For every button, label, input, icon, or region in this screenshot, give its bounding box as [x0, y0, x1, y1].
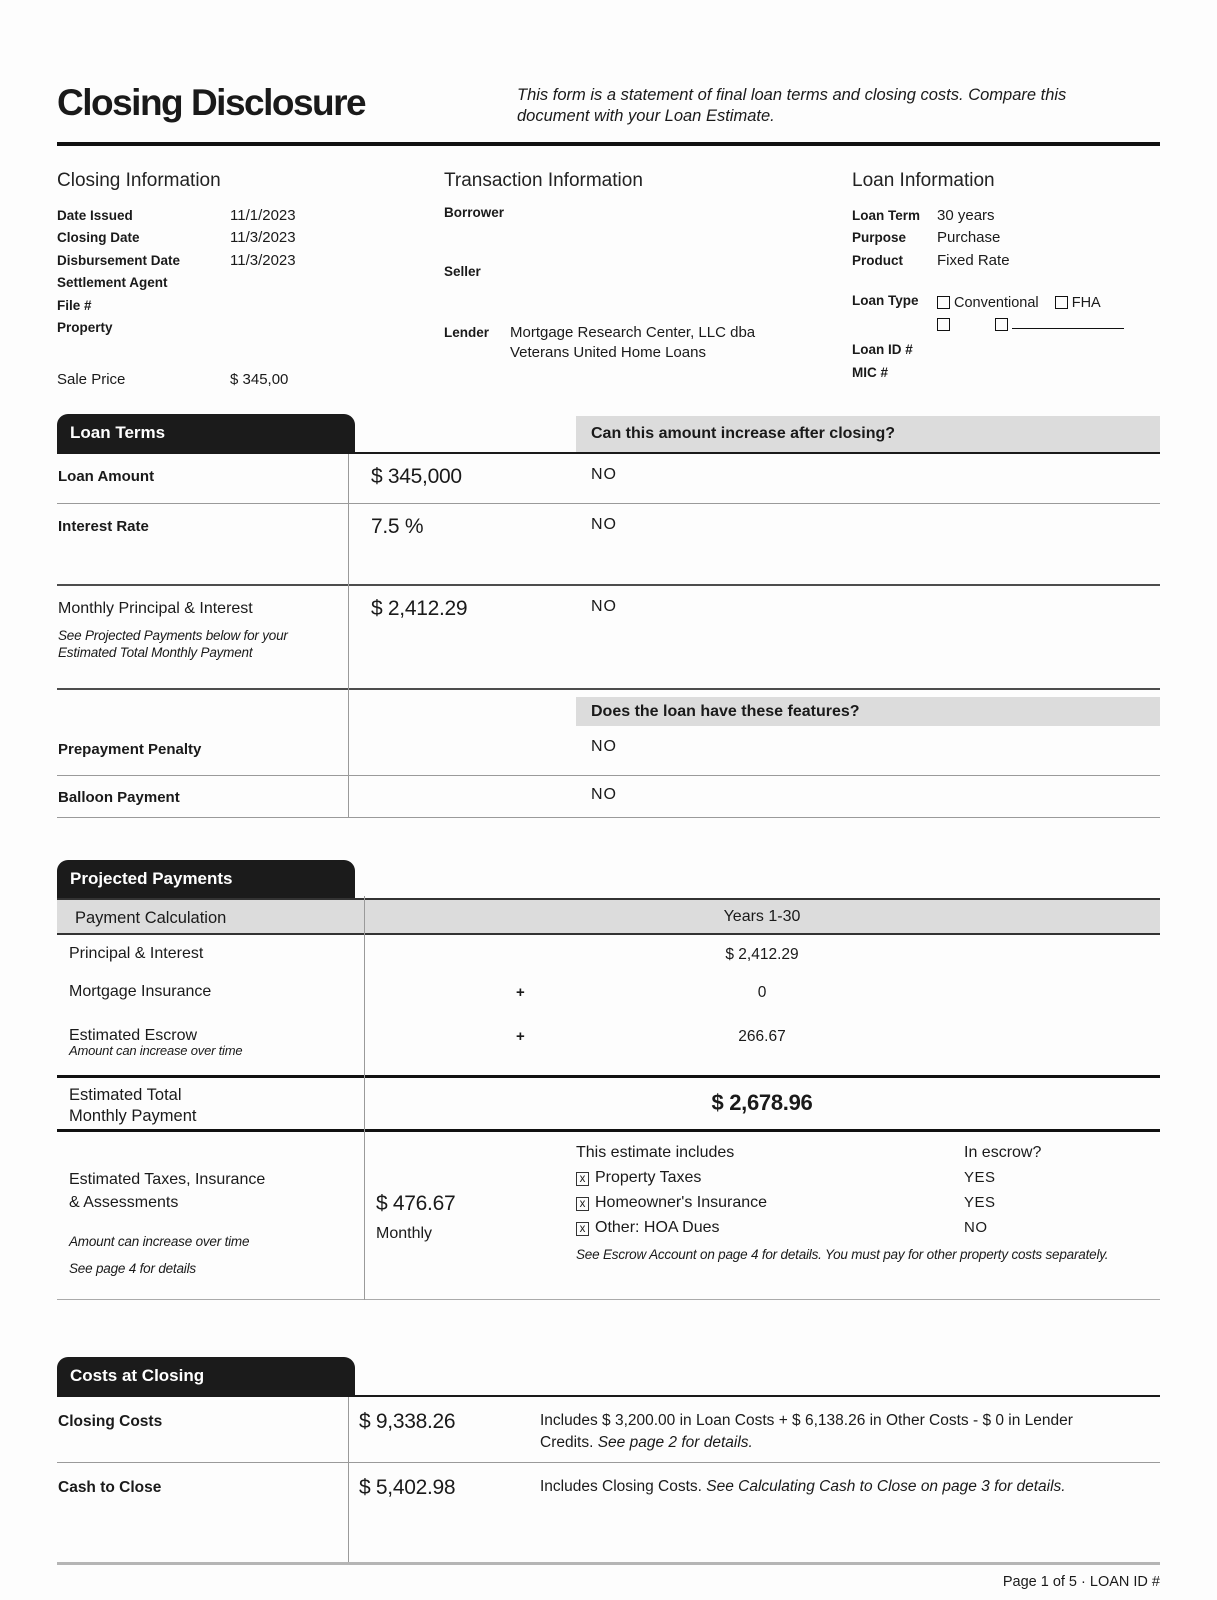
estimated-total-label	[57, 1078, 364, 1129]
loan-type-label: Loan Type	[852, 293, 919, 309]
interest-rate-label: Interest Rate	[58, 517, 149, 535]
field-value	[230, 295, 444, 318]
page-subtitle: This form is a statement of final loan terms and closing costs. Compare this document with your Loan Estimate.	[517, 86, 1067, 126]
projected-payments-section	[57, 860, 1160, 1300]
closing-costs-row	[57, 1397, 1160, 1463]
field-label: Closing Date	[57, 230, 140, 246]
loan-type-fha-label: FHA	[1071, 295, 1101, 312]
closing-costs-value: $ 9,338.26	[359, 1409, 456, 1433]
prepayment-penalty-answer: NO	[591, 737, 617, 755]
costs-at-closing-section	[57, 1357, 1160, 1565]
lender-value-line2: Veterans United Home Loans	[510, 343, 706, 361]
loan-type-checkbox-icon	[937, 318, 950, 331]
closing-costs-desc-text: Includes $ 3,200.00 in Loan Costs + $ 6,138.26 in Other Costs - $ 0 in Lender Credits.	[540, 1411, 1073, 1452]
estimated-taxes-label-line1: Estimated Taxes, Insurance	[69, 1170, 266, 1188]
estimated-total-label-line1: Estimated Total	[69, 1085, 182, 1104]
plus-operator: +	[516, 1027, 525, 1045]
loan-type-blank-line	[1012, 317, 1124, 329]
field-label: Property	[57, 320, 113, 336]
estimated-total-value: $ 2,678.96	[711, 1089, 813, 1115]
loan-id-label: Loan ID #	[852, 342, 913, 358]
field-label: Loan Term	[852, 207, 921, 223]
estimated-taxes-label	[57, 1132, 364, 1214]
field-label: File #	[57, 297, 92, 313]
sale-price-label: Sale Price	[57, 370, 126, 388]
mortgage-insurance-row	[57, 973, 1160, 1017]
checked-checkbox-icon: x	[576, 1172, 589, 1186]
projected-payments-tab: Projected Payments	[57, 860, 355, 898]
loan-information-heading: Loan Information	[852, 169, 995, 191]
estimated-escrow-cell	[364, 1017, 1160, 1075]
interest-rate-value: 7.5 %	[371, 514, 424, 538]
principal-interest-label: Principal & Interest	[69, 944, 204, 962]
lender-label: Lender	[444, 324, 490, 340]
loan-terms-tab: Loan Terms	[57, 414, 355, 452]
homeowners-insurance-label: Homeowner's Insurance	[595, 1193, 768, 1211]
transaction-information-heading: Transaction Information	[444, 169, 643, 191]
column-divider	[348, 1397, 349, 1562]
estimated-escrow-note: Amount can increase over time	[69, 1042, 243, 1058]
checked-checkbox-icon: x	[576, 1197, 589, 1211]
years-header: Years 1-30	[723, 907, 801, 925]
mic-label: MIC #	[852, 364, 889, 380]
cash-to-close-row	[57, 1463, 1160, 1562]
taxes-amount: $ 476.67	[376, 1191, 456, 1215]
estimated-escrow-label: Estimated Escrow	[69, 1026, 198, 1044]
mortgage-insurance-value: 0	[757, 983, 767, 1001]
taxes-increase-note: Amount can increase over time	[69, 1234, 250, 1250]
loan-amount-answer: NO	[591, 465, 617, 483]
lender-value	[510, 323, 755, 363]
field-label: Settlement Agent	[57, 275, 168, 291]
loan-type-other-checkbox-icon	[995, 318, 1008, 331]
prepayment-penalty-label: Prepayment Penalty	[58, 740, 202, 758]
loan-information-column	[852, 170, 1160, 402]
hoa-dues-label: Other: HOA Dues	[595, 1218, 720, 1236]
principal-interest-value: $ 2,412.29	[725, 945, 799, 963]
field-value: Fixed Rate	[937, 251, 1010, 269]
monthly-principal-interest-row	[57, 586, 1160, 690]
prepayment-penalty-row	[57, 728, 1160, 776]
cash-to-close-value: $ 5,402.98	[359, 1475, 456, 1499]
cash-to-close-desc-text: Includes Closing Costs.	[540, 1477, 707, 1495]
transaction-information-column	[444, 170, 852, 402]
interest-rate-row	[57, 504, 1160, 586]
estimated-escrow-row	[57, 1017, 1160, 1075]
field-label: Purpose	[852, 230, 907, 246]
field-value: 11/3/2023	[230, 229, 296, 247]
field-value	[230, 317, 444, 340]
estimated-escrow-value: 266.67	[738, 1027, 786, 1045]
conventional-checkbox-icon	[937, 296, 950, 309]
balloon-payment-row	[57, 776, 1160, 818]
field-value: Purchase	[937, 229, 1001, 247]
increase-question-header: Can this amount increase after closing?	[576, 416, 1160, 452]
checked-checkbox-icon: x	[576, 1222, 589, 1236]
property-taxes-item	[576, 1169, 1160, 1187]
costs-at-closing-tab: Costs at Closing	[57, 1357, 355, 1395]
features-question-row	[57, 690, 1160, 728]
closing-information-column	[57, 170, 444, 402]
monthly-pi-note: See Projected Payments below for your Estimated Total Monthly Payment	[58, 627, 288, 660]
borrower-label: Borrower	[444, 204, 505, 220]
monthly-pi-answer: NO	[591, 597, 617, 615]
estimated-total-row	[57, 1075, 1160, 1132]
features-question-header: Does the loan have these features?	[576, 697, 1160, 726]
field-label: Product	[852, 252, 904, 268]
hoa-dues-item	[576, 1219, 1160, 1237]
estimated-taxes-label-line2: & Assessments	[69, 1194, 179, 1212]
property-taxes-escrow: YES	[964, 1168, 996, 1186]
balloon-payment-label: Balloon Payment	[58, 788, 180, 806]
loan-amount-label: Loan Amount	[58, 467, 155, 485]
property-taxes-label: Property Taxes	[595, 1168, 702, 1186]
taxes-frequency: Monthly	[376, 1224, 433, 1242]
loan-amount-value: $ 345,000	[371, 464, 462, 488]
hoa-dues-escrow: NO	[964, 1218, 988, 1236]
page-title: Closing Disclosure	[57, 82, 366, 123]
plus-operator: +	[516, 983, 525, 1001]
loan-terms-section	[57, 414, 1160, 818]
estimated-total-label-line2: Monthly Payment	[69, 1106, 197, 1125]
info-section	[57, 170, 1160, 402]
field-value: 11/1/2023	[230, 206, 296, 224]
cash-to-close-desc-italic: See Calculating Cash to Close on page 3 for details.	[706, 1477, 1066, 1495]
field-label: Disbursement Date	[57, 252, 181, 268]
estimate-includes-header: This estimate includes	[576, 1143, 735, 1161]
fha-checkbox-icon	[1055, 296, 1068, 309]
cash-to-close-description	[540, 1463, 1130, 1562]
payment-calculation-header	[57, 898, 1160, 935]
document-header	[57, 83, 1160, 146]
seller-label: Seller	[444, 263, 481, 279]
field-value: 30 years	[937, 206, 995, 224]
monthly-pi-label	[57, 586, 348, 688]
field-value: 11/3/2023	[230, 251, 296, 269]
field-label: Date Issued	[57, 207, 133, 223]
closing-costs-desc-italic: See page 2 for details.	[597, 1434, 753, 1452]
in-escrow-header: In escrow?	[964, 1143, 1042, 1161]
sale-price-value: $ 345,00	[230, 370, 289, 388]
closing-costs-description	[540, 1397, 1130, 1462]
payment-calculation-label: Payment Calculation	[75, 908, 227, 927]
balloon-payment-answer: NO	[591, 785, 617, 803]
closing-costs-label: Closing Costs	[58, 1412, 163, 1430]
closing-information-heading: Closing Information	[57, 169, 221, 191]
mortgage-insurance-cell	[364, 973, 1160, 1017]
lender-value-line1: Mortgage Research Center, LLC dba	[510, 323, 756, 341]
homeowners-insurance-escrow: YES	[964, 1193, 996, 1211]
loan-type-conventional-label: Conventional	[954, 295, 1039, 312]
taxes-details-note: See page 4 for details	[69, 1261, 196, 1277]
loan-amount-row	[57, 454, 1160, 504]
principal-interest-row	[57, 935, 1160, 973]
page-footer: Page 1 of 5 · LOAN ID #	[1002, 1573, 1160, 1590]
mortgage-insurance-label: Mortgage Insurance	[69, 982, 212, 1000]
column-divider	[348, 454, 349, 818]
field-value	[230, 272, 444, 295]
monthly-pi-label-text: Monthly Principal & Interest	[58, 599, 253, 617]
interest-rate-answer: NO	[591, 515, 617, 533]
homeowners-insurance-item	[576, 1194, 1160, 1212]
estimated-taxes-row	[57, 1132, 1160, 1300]
escrow-footnote: See Escrow Account on page 4 for details. You must pay for other property costs separately.	[576, 1246, 1109, 1262]
monthly-pi-value: $ 2,412.29	[371, 596, 468, 620]
cash-to-close-label: Cash to Close	[58, 1478, 162, 1496]
